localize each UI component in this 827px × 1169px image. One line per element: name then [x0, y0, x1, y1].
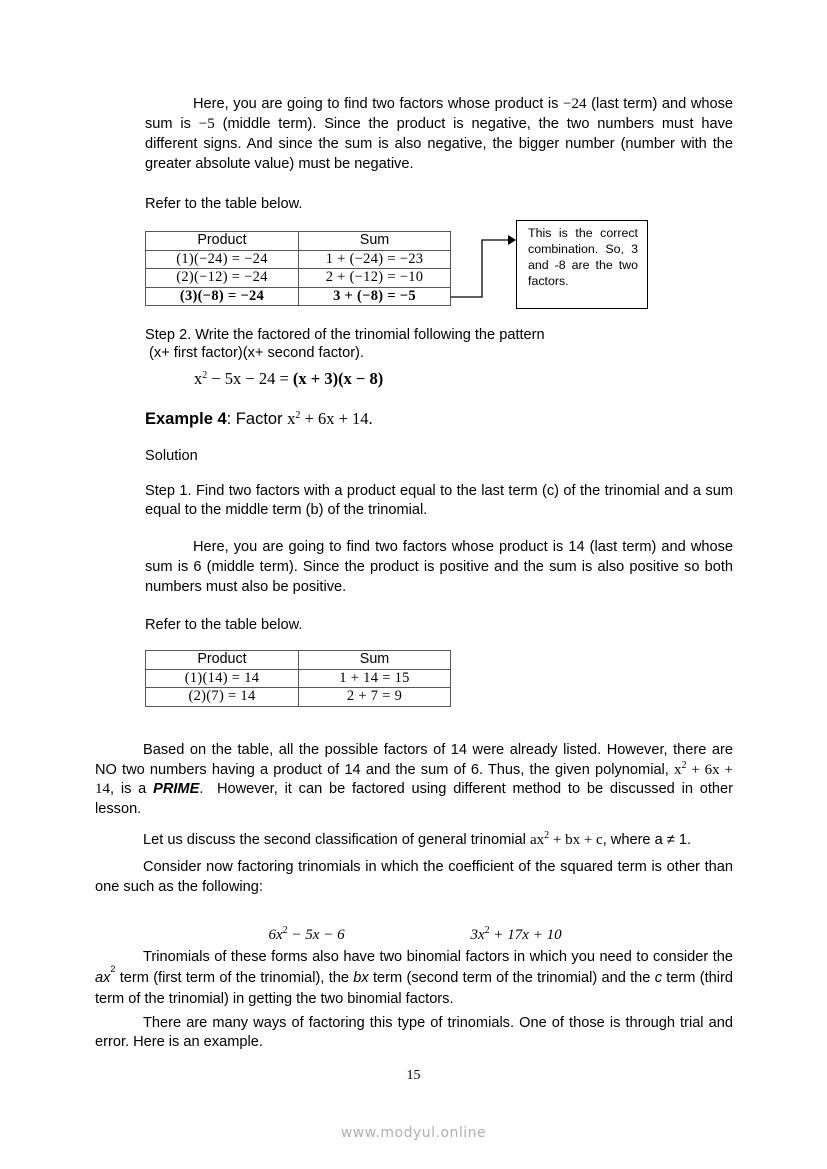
math-value: −24 [563, 96, 587, 112]
text: , is a [110, 781, 154, 797]
sum-cell: 2 + (−12) = −10 [299, 269, 451, 288]
text: Here, you are going to find two factors whose product is 14 (last term) and whose sum is 6 (middle term). Since the product is positive and the sum is also positive so both numbers must also be positive. [145, 539, 733, 595]
refer-table-text-2: Refer to the table below. [145, 617, 303, 633]
text: Based on the table, all the possible factors of 14 were already listed. However, there are NO two numbers having a product of 14 and the sum of 6. Thus, the given polynomial, [95, 742, 733, 778]
text: Consider now factoring trinomials in which the coefficient of the squared term is other than one such as the following: [95, 859, 733, 895]
paragraph-prime-conclusion [95, 741, 738, 819]
example-label: Example 4 [145, 410, 227, 428]
text: term (first term of the trinomial), the [115, 970, 354, 986]
factored-equation [194, 369, 383, 389]
exponent: 2 [295, 410, 301, 421]
exponent: 2 [202, 370, 208, 381]
math-value: −5 [198, 116, 215, 132]
math: − 5x − 24 = [207, 369, 293, 388]
column-header-product: Product [146, 232, 299, 251]
exponent: 2 [681, 759, 687, 771]
table-header-row [146, 651, 451, 670]
exponent: 2 [484, 925, 490, 936]
math: ax [529, 832, 545, 848]
paragraph-second-classification [95, 831, 745, 851]
text: term (third term of the trinomial) in getting the two binomial factors. [95, 970, 733, 1007]
step-1-text: Step 1. Find two factors with a product equal to the last term (c) of the trinomial and a sum equal to the middle term (b) of the trinomial. [145, 483, 733, 518]
factor-table-1 [145, 231, 451, 306]
column-header-product: Product [146, 651, 299, 670]
text: There are many ways of factoring this type of trinomials. One of those is through trial and error. Here is an example. [95, 1015, 733, 1050]
text: term (second term of the trinomial) and the [368, 970, 655, 986]
math: − 5x − 6 [287, 927, 345, 943]
math-result: (x + 3)(x − 8) [292, 369, 384, 388]
page-number: 15 [406, 1068, 421, 1083]
prime-emphasis: PRIME [153, 781, 200, 797]
product-cell: (1)(−24) = −24 [146, 250, 299, 269]
math: x [674, 761, 682, 778]
sum-cell: 3 + (−8) = −5 [299, 287, 451, 306]
math: x [194, 369, 203, 388]
product-cell: (3)(−8) = −24 [146, 287, 299, 306]
callout-note: This is the correct combination. So, 3 and -8 are the two factors. [516, 220, 648, 309]
solution-label: Solution [145, 448, 198, 464]
term-bx: bx [353, 970, 369, 986]
math: 6x [268, 927, 283, 943]
connector-arrow-icon [450, 232, 520, 304]
table-row [146, 688, 451, 707]
paragraph-factor-explanation-2 [145, 537, 733, 597]
text: Let us discuss the second classification of general trinomial [143, 832, 530, 848]
sum-cell: 1 + 14 = 15 [299, 669, 451, 688]
text: (last term) and whose sum is [145, 96, 733, 132]
math: + 17x + 10 [489, 927, 562, 943]
trinomial-example-1 [261, 910, 345, 944]
refer-table-text-1: Refer to the table below. [145, 196, 303, 212]
sum-cell: 1 + (−24) = −23 [299, 250, 451, 269]
math: + 6x + 14. [300, 409, 373, 428]
step-2-line-1: Step 2. Write the factored of the trinomial following the pattern [145, 327, 545, 343]
trinomial-example-2 [463, 910, 562, 944]
table-row [146, 250, 451, 269]
term-c: c [654, 970, 662, 986]
exponent: 2 [282, 925, 288, 936]
column-header-sum: Sum [299, 232, 451, 251]
product-cell: (1)(14) = 14 [146, 669, 299, 688]
math: + 6x + 14 [95, 761, 733, 797]
example-4-heading [145, 409, 373, 429]
step-2-line-2: (x+ first factor)(x+ second factor). [145, 345, 364, 361]
column-header-sum: Sum [299, 651, 451, 670]
product-cell: (2)(−12) = −24 [146, 269, 299, 288]
text: Trinomials of these forms also have two binomial factors in which you need to consider the [143, 949, 733, 965]
table-row-highlighted [146, 287, 451, 306]
watermark: www.modyul.online [340, 1125, 487, 1141]
paragraph-factor-explanation-1 [145, 94, 733, 174]
exponent: 2 [110, 964, 116, 974]
text: (middle term). Since the product is negative, the two numbers must have different signs. And since the sum is also negative, the bigger number (number with the greater absolute value) must be negative. [145, 116, 733, 172]
text: Here, you are going to find two factors whose product is [193, 96, 564, 112]
term-ax: ax [95, 970, 111, 986]
product-cell: (2)(7) = 14 [146, 688, 299, 707]
text: , where a ≠ 1. [602, 832, 692, 848]
exponent: 2 [544, 830, 550, 841]
text: : Factor [226, 410, 288, 428]
text: . However, it can be factored using different method to be discussed in other lesson. [95, 781, 738, 817]
paragraph-trial-and-error [95, 1014, 733, 1052]
table-row [146, 269, 451, 288]
math: 3x [470, 927, 485, 943]
math: x [287, 409, 296, 428]
paragraph-binomial-factors [95, 947, 733, 1010]
math: + bx + c [549, 832, 603, 848]
factor-table-2 [145, 650, 451, 707]
step-2-text [145, 326, 545, 362]
table-header-row [146, 232, 451, 251]
sum-cell: 2 + 7 = 9 [299, 688, 451, 707]
paragraph-consider-factoring [95, 858, 733, 897]
table-row [146, 669, 451, 688]
